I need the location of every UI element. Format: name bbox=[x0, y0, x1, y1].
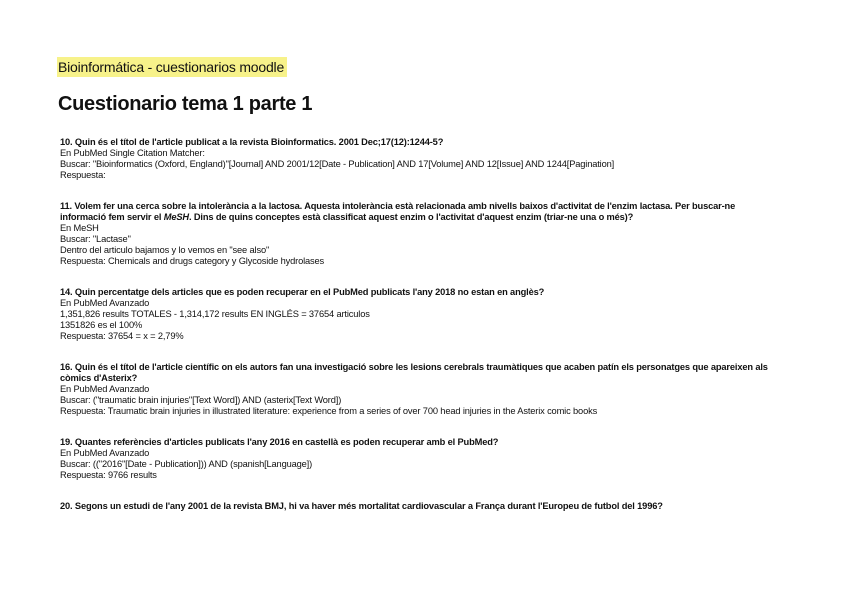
question-20 bbox=[60, 501, 780, 512]
answer-line: 1,351,826 results TOTALES - 1,314,172 results EN INGLÉS = 37654 articulos bbox=[60, 309, 370, 319]
question-11 bbox=[60, 201, 780, 267]
question-text-part: 14. Quin percentatge dels articles que es poden recuperar en el PubMed publicats l'any 2018 no estan en anglès? bbox=[60, 287, 545, 297]
answer-line: Respuesta: Chemicals and drugs category y Glycoside hydrolases bbox=[60, 256, 325, 266]
answer-line: Respuesta: 37654 = x = 2,79% bbox=[60, 331, 184, 341]
answer-line: Respuesta: bbox=[60, 170, 106, 180]
question-text bbox=[60, 362, 780, 384]
questions-list bbox=[60, 137, 780, 532]
answer-line: Dentro del articulo bajamos y lo vemos en "see also" bbox=[60, 245, 270, 255]
question-10 bbox=[60, 137, 780, 181]
answer-line: 1351826 es el 100% bbox=[60, 320, 143, 330]
page-title: Cuestionario tema 1 parte 1 bbox=[58, 93, 313, 115]
question-text bbox=[60, 201, 780, 223]
answer-line: En PubMed Avanzado bbox=[60, 448, 150, 458]
answer-line: Buscar: "Lactase" bbox=[60, 234, 131, 244]
question-text-part: 20. Segons un estudi de l'any 2001 de la revista BMJ, hi va haver més mortalitat cardiovascular a França durant l'Europeu de futbol del 1996? bbox=[60, 501, 663, 511]
question-16 bbox=[60, 362, 780, 417]
question-text-part: 11. Volem fer una cerca sobre la intolerància a la lactosa. Aquesta intolerància està relacionada amb nivells baixos d'activitat de l'enzim lactasa. Per buscar-ne informació fem servir el bbox=[60, 201, 736, 222]
question-text bbox=[60, 137, 780, 148]
question-19 bbox=[60, 437, 780, 481]
question-text-part: 19. Quantes referències d'articles publicats l'any 2016 en castellà es poden recuperar amb el PubMed? bbox=[60, 437, 499, 447]
question-text bbox=[60, 287, 780, 298]
answer-line: En PubMed Avanzado bbox=[60, 298, 150, 308]
answer-line: Buscar: "Bioinformatics (Oxford, England)"[Journal] AND 2001/12[Date - Publication] AND 17[Volume] AND 12[Issue] AND 1244[Pagination] bbox=[60, 159, 615, 169]
answer-line: Respuesta: 9766 results bbox=[60, 470, 157, 480]
question-14 bbox=[60, 287, 780, 342]
answer-line: En PubMed Avanzado bbox=[60, 384, 150, 394]
answer-line: En MeSH bbox=[60, 223, 99, 233]
document-header-highlight: Bioinformática - cuestionarios moodle bbox=[57, 57, 287, 77]
question-text-part: 16. Quin és el títol de l'article científic on els autors fan una investigació sobre les lesions cerebrals traumàtiques que acaben patín els personatges que apareixen als còmics d'Asterix? bbox=[60, 362, 768, 383]
answer-line: Buscar: (("2016"[Date - Publication])) AND (spanish[Language]) bbox=[60, 459, 313, 469]
answer-line: En PubMed Single Citation Matcher: bbox=[60, 148, 205, 158]
answer-line: Respuesta: Traumatic brain injuries in illustrated literature: experience from a series of over 700 head injuries in the Asterix comic books bbox=[60, 406, 598, 416]
question-text bbox=[60, 501, 780, 512]
question-text-part: . Dins de quins conceptes està classificat aquest enzim o l'activitat d'aquest enzim (triar-ne una o més)? bbox=[188, 212, 634, 222]
answer-line: Buscar: ("traumatic brain injuries"[Text Word]) AND (asterix[Text Word]) bbox=[60, 395, 342, 405]
question-text bbox=[60, 437, 780, 448]
question-text-emphasis: MeSH bbox=[163, 212, 189, 222]
question-text-part: 10. Quin és el títol de l'article publicat a la revista Bioinformatics. 2001 Dec;17(12):1244-5? bbox=[60, 137, 444, 147]
